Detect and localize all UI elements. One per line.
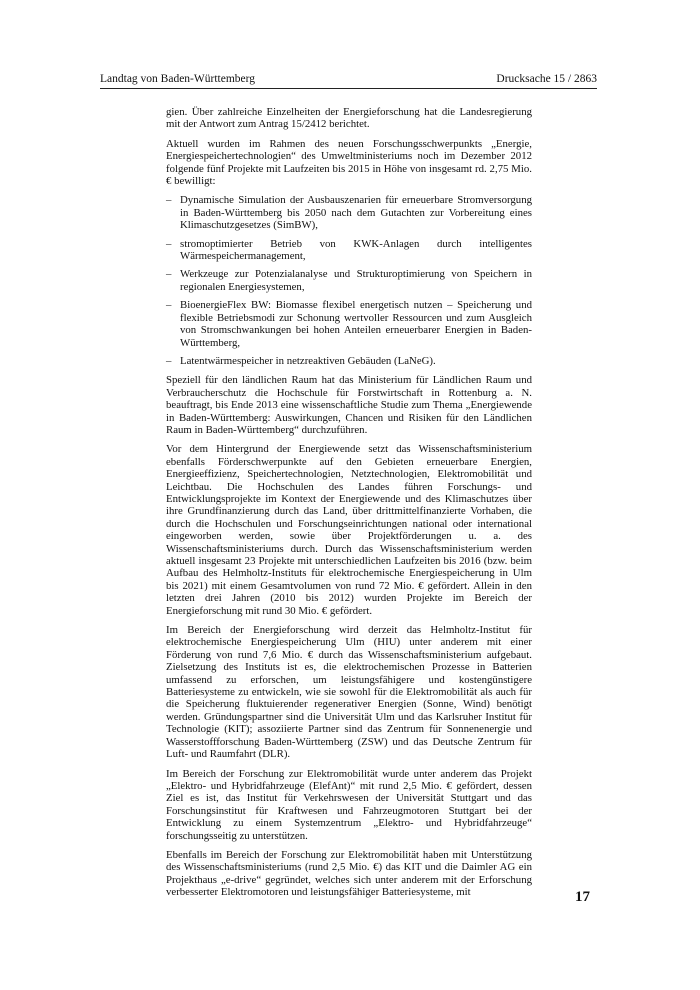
dash-marker: – — [166, 299, 172, 312]
list-item-text: Latentwärmespeicher in netzreaktiven Gebäuden (LaNeG). — [180, 354, 436, 367]
list-item — [166, 194, 532, 231]
list-item — [166, 268, 532, 293]
list-item — [166, 299, 532, 349]
list-item — [166, 355, 532, 367]
paragraph: Ebenfalls im Bereich der Forschung zur Elektromobilität haben mit Unterstützung des Wissenschaftsministeriums (rund 2,5 Mio. €) das KIT und die Daimler AG ein Projekthaus „e-drive“ gegründet, welches sich unter anderem mit der Erforschung verbesserter Elektromotoren und leistungsfähiger Batteriesysteme, mit — [166, 848, 532, 899]
paragraph: Aktuell wurden im Rahmen des neuen Forschungsschwerpunkts „Energie, Energiespeichertechnologien“ des Umweltministeriums noch im Dezember 2012 folgende fünf Projekte mit Laufzeiten bis 2015 in Höhe von insgesamt rd. 2,75 Mio. € bewilligt: — [166, 137, 532, 188]
dash-marker: – — [166, 354, 172, 367]
list-item-text: stromoptimierter Betrieb von KWK-Anlagen durch intelligentes Wärmespeichermanagement, — [180, 237, 532, 263]
list-item-text: BioenergieFlex BW: Biomasse flexibel energetisch nutzen – Speicherung und flexible Betriebsmodi zur Schonung wertvoller Ressourcen und zum Ausgleich von Stromschwankungen bei hohen Anteilen erneuerbarer Energien in Baden-Württemberg, — [180, 299, 532, 349]
dash-marker: – — [166, 268, 172, 281]
list-item — [166, 238, 532, 263]
paragraph: Vor dem Hintergrund der Energiewende setzt das Wissenschaftsministerium ebenfalls Förderschwerpunkte auf den Gebieten erneuerbare Energien, Energieeffizienz, Speichertechnologien, Netztechnologien, Elektromobilität und Leichtbau. Die Hochschulen des Landes führen Forschungs- und Entwicklungsprojekte im Kontext der Energiewende und des Klimaschutzes über ihre Grundfinanzierung durch das Land, über drittmittelfinanzierte Vorhaben, die durch die Hochschulen und Forschungseinrichtungen national oder international eingeworben werden, sowie über Projektförderungen u. a. des Wissenschaftsministeriums durch. Durch das Wissenschaftsministerium werden aktuell insgesamt 23 Projekte mit unterschiedlichen Laufzeiten bis 2016 (bzw. beim Aufbau des Helmholtz-Instituts für elektrochemische Energiespeicherung in Ulm bis 2021) mit einem Gesamtvolumen von rund 72 Mio. € gefördert. Allein in den letzten drei Jahren (2010 bis 2012) wurden Projekte im Bereich der Energieforschung mit rund 30 Mio. € gefördert. — [166, 443, 532, 617]
paragraph: Im Bereich der Energieforschung wird derzeit das Helmholtz-Institut für elektrochemische Energiespeicherung Ulm (HIU) unter anderem mit einer Förderung von rund 7,6 Mio. € durch das Wissenschaftsministerium aufgebaut. Zielsetzung des Instituts ist es, die elektrochemischen Prozesse in Batterien umfassend zu erforschen, um leistungsfähigere und kostengünstigere Batteriesysteme zu entwickeln, wie sie sowohl für die Elektromobilität als auch für die Speicherung fluktuierender regenerativer Energien (Sonne, Wind) benötigt werden. Gründungspartner sind die Universität Ulm und das Karlsruher Institut für Technologie (KIT); assoziierte Partner sind das Zentrum für Sonnenenergie und Wasserstoffforschung Baden-Württemberg (ZSW) und das Deutsche Zentrum für Luft- und Raumfahrt (DLR). — [166, 624, 532, 761]
list-item-text: Werkzeuge zur Potenzialanalyse und Strukturoptimierung von Speichern in regionalen Energiesystemen, — [180, 268, 532, 293]
paragraph: Speziell für den ländlichen Raum hat das Ministerium für Ländlichen Raum und Verbraucherschutz die Hochschule für Forstwirtschaft in Rottenburg a. N. beauftragt, bis Ende 2013 eine wissenschaftliche Studie zum Thema „Energiewende in Baden-Württemberg: Auswirkungen, Chancen und Risiken für den Ländlichen Raum in Baden-Württemberg“ durchzuführen. — [166, 374, 532, 436]
document-body — [166, 106, 532, 906]
dash-marker: – — [166, 194, 172, 207]
dash-marker: – — [166, 237, 172, 250]
header-document-number: Drucksache 15 / 2863 — [496, 73, 597, 85]
page-number: 17 — [575, 889, 590, 905]
header-parliament: Landtag von Baden-Württemberg — [100, 73, 255, 85]
project-list — [166, 194, 532, 367]
page-header — [100, 72, 597, 89]
paragraph: gien. Über zahlreiche Einzelheiten der Energieforschung hat die Landesregierung mit der Antwort zum Antrag 15/2412 berichtet. — [166, 106, 532, 131]
list-item-text: Dynamische Simulation der Ausbauszenarien für erneuerbare Stromversorgung in Baden-Württemberg bis 2050 nach dem Gutachten zur Vorbereitung eines Klimaschutzgesetzes (SimBW), — [180, 194, 532, 232]
paragraph: Im Bereich der Forschung zur Elektromobilität wurde unter anderem das Projekt „Elektro- und Hybridfahrzeuge (ElefAnt)“ mit rund 2,5 Mio. € gefördert, dessen Ziel es ist, das Institut für Verkehrswesen der Universität Stuttgart und das Forschungsinstitut für Kraftwesen und Fahrzeugmotoren Stuttgart bei der Entwicklung zu einem Systemzentrum „Elektro- und Hybridfahrzeuge“ forschungsseitig zu unterstützen. — [166, 767, 532, 842]
